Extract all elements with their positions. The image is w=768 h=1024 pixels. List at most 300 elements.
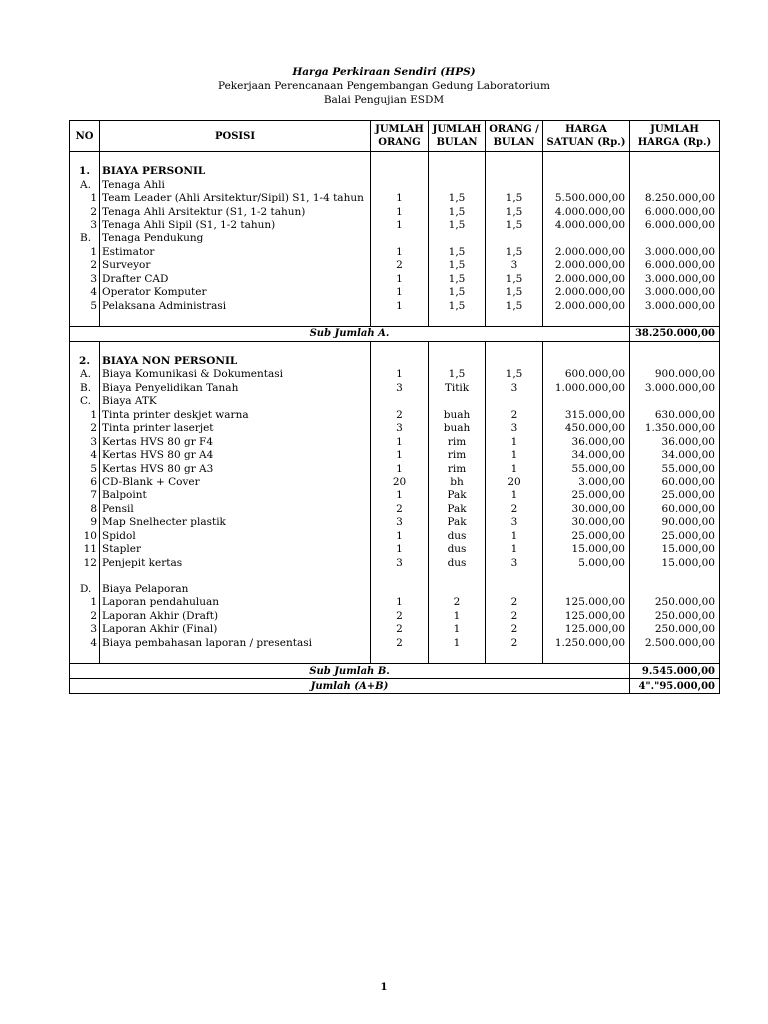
- row-orang-bulan: 3: [486, 422, 543, 435]
- row-harga-satuan: 25.000,00: [543, 489, 630, 502]
- row-harga-satuan: 1.250.000,00: [543, 637, 630, 650]
- row-number: 10: [70, 530, 100, 543]
- row-jumlah-orang: 2: [371, 623, 429, 636]
- empty-cell: [371, 178, 429, 191]
- row-jumlah-orang: 1: [371, 462, 429, 475]
- table-row: [70, 556, 720, 569]
- empty-cell: [543, 341, 630, 355]
- row-orang-bulan: 1: [486, 530, 543, 543]
- table-header-row: [70, 121, 720, 152]
- row-jumlah-bulan: 1,5: [429, 246, 486, 259]
- row-jumlah-bulan: Pak: [429, 503, 486, 516]
- row-posisi: Estimator: [100, 246, 371, 259]
- subtotal-b-row-value: 9.545.000,00: [630, 664, 720, 679]
- empty-cell: [630, 650, 720, 664]
- table-row: [70, 449, 720, 462]
- row-orang-bulan: 1,5: [486, 299, 543, 312]
- row-orang-bulan: 2: [486, 503, 543, 516]
- row-posisi: Biaya Komunikasi & Dokumentasi: [100, 368, 371, 381]
- row-posisi: Stapler: [100, 543, 371, 556]
- row-harga-satuan: 2.000.000,00: [543, 286, 630, 299]
- empty-cell: [486, 570, 543, 583]
- empty-cell: [70, 341, 100, 355]
- empty-cell: [429, 165, 486, 178]
- empty-cell: [630, 570, 720, 583]
- section-title: BIAYA PERSONIL: [100, 165, 371, 178]
- empty-cell: [630, 152, 720, 166]
- row-orang-bulan: 1: [486, 543, 543, 556]
- empty-cell: [543, 583, 630, 596]
- row-jumlah-harga: 90.000,00: [630, 516, 720, 529]
- row-jumlah-bulan: Pak: [429, 516, 486, 529]
- row-harga-satuan: 30.000,00: [543, 516, 630, 529]
- row-jumlah-harga: 3.000.000,00: [630, 299, 720, 312]
- row-orang-bulan: 1: [486, 462, 543, 475]
- row-jumlah-bulan: rim: [429, 462, 486, 475]
- row-jumlah-harga: 900.000,00: [630, 368, 720, 381]
- row-jumlah-bulan: 1: [429, 610, 486, 623]
- group-title: Tenaga Pendukung: [100, 232, 371, 245]
- empty-cell: [371, 341, 429, 355]
- row-jumlah-harga: 6.000.000,00: [630, 259, 720, 272]
- group-letter: D.: [70, 583, 100, 596]
- empty-cell: [486, 341, 543, 355]
- col-header-line: BULAN: [436, 137, 478, 148]
- row-orang-bulan: 3: [486, 516, 543, 529]
- empty-cell: [543, 650, 630, 664]
- row-jumlah-bulan: 1: [429, 623, 486, 636]
- row-jumlah-orang: 1: [371, 596, 429, 609]
- row-jumlah-orang: 2: [371, 503, 429, 516]
- empty-cell: [70, 313, 100, 327]
- row-posisi: Operator Komputer: [100, 286, 371, 299]
- empty-cell: [371, 232, 429, 245]
- grand-total-row-value: 4"."95.000,00: [630, 679, 720, 694]
- col-header-line: BULAN: [493, 137, 535, 148]
- row-jumlah-orang: 1: [371, 273, 429, 286]
- table-row: [70, 382, 720, 395]
- table-row: [70, 219, 720, 232]
- table-row: [70, 273, 720, 286]
- row-number: 2: [70, 259, 100, 272]
- table-row: [70, 286, 720, 299]
- row-harga-satuan: 125.000,00: [543, 596, 630, 609]
- hps-table: [69, 120, 720, 694]
- empty-cell: [100, 341, 371, 355]
- table-row: [70, 543, 720, 556]
- col-header-jumlah-bulan: [429, 121, 486, 152]
- group-title: Biaya ATK: [100, 395, 371, 408]
- row-jumlah-harga: 8.250.000,00: [630, 192, 720, 205]
- row-harga-satuan: 600.000,00: [543, 368, 630, 381]
- subtotal-a-row-value: 38.250.000,00: [630, 326, 720, 341]
- empty-cell: [70, 650, 100, 664]
- row-orang-bulan: 1: [486, 489, 543, 502]
- group-heading-row: [70, 395, 720, 408]
- empty-cell: [371, 355, 429, 368]
- col-header-line: JUMLAH: [432, 124, 482, 135]
- row-harga-satuan: 4.000.000,00: [543, 205, 630, 218]
- row-posisi: Spidol: [100, 530, 371, 543]
- row-jumlah-orang: 1: [371, 192, 429, 205]
- row-harga-satuan: 1.000.000,00: [543, 382, 630, 395]
- empty-cell: [429, 355, 486, 368]
- row-jumlah-bulan: 1,5: [429, 286, 486, 299]
- row-posisi: Pensil: [100, 503, 371, 516]
- row-orang-bulan: 2: [486, 596, 543, 609]
- row-jumlah-harga: 2.500.000,00: [630, 637, 720, 650]
- row-number: B.: [70, 382, 100, 395]
- empty-cell: [70, 152, 100, 166]
- row-posisi: Pelaksana Administrasi: [100, 299, 371, 312]
- row-jumlah-harga: 1.350.000,00: [630, 422, 720, 435]
- empty-cell: [543, 232, 630, 245]
- row-number: 1: [70, 409, 100, 422]
- row-harga-satuan: 5.500.000,00: [543, 192, 630, 205]
- empty-cell: [100, 650, 371, 664]
- row-posisi: Tinta printer deskjet warna: [100, 409, 371, 422]
- col-header-harga-satuan: [543, 121, 630, 152]
- table-row: [70, 503, 720, 516]
- row-jumlah-harga: 3.000.000,00: [630, 286, 720, 299]
- empty-cell: [371, 570, 429, 583]
- section-number: 1.: [70, 165, 100, 178]
- table-row: [70, 368, 720, 381]
- empty-cell: [429, 313, 486, 327]
- row-orang-bulan: 1,5: [486, 246, 543, 259]
- empty-cell: [630, 165, 720, 178]
- col-header-no: NO: [70, 121, 100, 152]
- row-orang-bulan: 1,5: [486, 273, 543, 286]
- table-row: [70, 435, 720, 448]
- row-harga-satuan: 2.000.000,00: [543, 246, 630, 259]
- row-posisi: Balpoint: [100, 489, 371, 502]
- row-harga-satuan: 55.000,00: [543, 462, 630, 475]
- row-posisi: Kertas HVS 80 gr A4: [100, 449, 371, 462]
- row-number: 3: [70, 435, 100, 448]
- row-jumlah-harga: 15.000,00: [630, 543, 720, 556]
- subtotal-b-row-label: Sub Jumlah B.: [70, 664, 630, 679]
- row-posisi: Kertas HVS 80 gr A3: [100, 462, 371, 475]
- group-letter: A.: [70, 178, 100, 191]
- empty-cell: [429, 341, 486, 355]
- row-jumlah-bulan: Titik: [429, 382, 486, 395]
- table-row: [70, 530, 720, 543]
- empty-cell: [543, 355, 630, 368]
- row-jumlah-bulan: dus: [429, 530, 486, 543]
- row-jumlah-bulan: 1,5: [429, 259, 486, 272]
- row-posisi: Laporan pendahuluan: [100, 596, 371, 609]
- group-heading-row: [70, 232, 720, 245]
- row-jumlah-harga: 250.000,00: [630, 596, 720, 609]
- empty-cell: [371, 583, 429, 596]
- table-row: [70, 610, 720, 623]
- row-harga-satuan: 2.000.000,00: [543, 299, 630, 312]
- spacer-row: [70, 313, 720, 327]
- empty-cell: [630, 395, 720, 408]
- empty-cell: [429, 178, 486, 191]
- row-jumlah-orang: 1: [371, 435, 429, 448]
- empty-cell: [429, 583, 486, 596]
- row-jumlah-harga: 250.000,00: [630, 623, 720, 636]
- row-jumlah-orang: 3: [371, 422, 429, 435]
- grand-total-row: [70, 679, 720, 694]
- row-jumlah-bulan: dus: [429, 556, 486, 569]
- table-row: [70, 596, 720, 609]
- row-orang-bulan: 2: [486, 637, 543, 650]
- row-harga-satuan: 125.000,00: [543, 623, 630, 636]
- row-posisi: Tinta printer laserjet: [100, 422, 371, 435]
- row-orang-bulan: 1,5: [486, 219, 543, 232]
- col-header-line: JUMLAH: [375, 124, 424, 135]
- empty-cell: [543, 570, 630, 583]
- row-jumlah-bulan: rim: [429, 449, 486, 462]
- row-jumlah-orang: 1: [371, 368, 429, 381]
- row-posisi: Penjepit kertas: [100, 556, 371, 569]
- spacer-row: [70, 650, 720, 664]
- row-number: 4: [70, 449, 100, 462]
- col-header-line: HARGA: [565, 124, 607, 135]
- row-jumlah-bulan: 1,5: [429, 299, 486, 312]
- row-harga-satuan: 36.000,00: [543, 435, 630, 448]
- row-jumlah-orang: 3: [371, 556, 429, 569]
- row-number: 1: [70, 246, 100, 259]
- page-number: 1: [380, 982, 388, 993]
- row-harga-satuan: 15.000,00: [543, 543, 630, 556]
- row-number: 8: [70, 503, 100, 516]
- row-number: 3: [70, 273, 100, 286]
- subtotal-b-row: [70, 664, 720, 679]
- table-row: [70, 476, 720, 489]
- row-orang-bulan: 1,5: [486, 205, 543, 218]
- row-posisi: CD-Blank + Cover: [100, 476, 371, 489]
- row-harga-satuan: 3.000,00: [543, 476, 630, 489]
- empty-cell: [100, 570, 371, 583]
- row-jumlah-bulan: 1,5: [429, 205, 486, 218]
- row-jumlah-harga: 630.000,00: [630, 409, 720, 422]
- row-jumlah-orang: 1: [371, 286, 429, 299]
- row-jumlah-orang: 1: [371, 530, 429, 543]
- row-jumlah-bulan: rim: [429, 435, 486, 448]
- row-harga-satuan: 5.000,00: [543, 556, 630, 569]
- section-heading-row: [70, 355, 720, 368]
- row-posisi: Tenaga Ahli Arsitektur (S1, 1-2 tahun): [100, 205, 371, 218]
- group-title: Biaya Pelaporan: [100, 583, 371, 596]
- col-header-line: SATUAN (Rp.): [546, 137, 626, 148]
- table-row: [70, 516, 720, 529]
- row-harga-satuan: 450.000,00: [543, 422, 630, 435]
- row-jumlah-orang: 1: [371, 543, 429, 556]
- row-jumlah-harga: 3.000.000,00: [630, 382, 720, 395]
- col-header-orang-bulan: [486, 121, 543, 152]
- row-jumlah-harga: 60.000,00: [630, 503, 720, 516]
- row-number: 2: [70, 610, 100, 623]
- row-jumlah-harga: 60.000,00: [630, 476, 720, 489]
- row-jumlah-bulan: 1: [429, 637, 486, 650]
- row-posisi: Kertas HVS 80 gr F4: [100, 435, 371, 448]
- section-heading-row: [70, 165, 720, 178]
- empty-cell: [630, 178, 720, 191]
- row-jumlah-bulan: 1,5: [429, 219, 486, 232]
- row-jumlah-orang: 1: [371, 219, 429, 232]
- row-jumlah-harga: 3.000.000,00: [630, 246, 720, 259]
- row-jumlah-bulan: dus: [429, 543, 486, 556]
- row-number: 5: [70, 299, 100, 312]
- col-header-posisi: POSISI: [100, 121, 371, 152]
- empty-cell: [630, 232, 720, 245]
- empty-cell: [371, 165, 429, 178]
- row-posisi: Drafter CAD: [100, 273, 371, 286]
- empty-cell: [630, 583, 720, 596]
- table-row: [70, 246, 720, 259]
- empty-cell: [486, 355, 543, 368]
- row-harga-satuan: 2.000.000,00: [543, 259, 630, 272]
- row-jumlah-orang: 1: [371, 489, 429, 502]
- row-number: 4: [70, 637, 100, 650]
- row-number: 1: [70, 596, 100, 609]
- row-jumlah-bulan: buah: [429, 422, 486, 435]
- empty-cell: [371, 650, 429, 664]
- row-posisi: Tenaga Ahli Sipil (S1, 1-2 tahun): [100, 219, 371, 232]
- document-subtitle: Pekerjaan Perencanaan Pengembangan Gedung Laboratorium: [218, 80, 550, 92]
- empty-cell: [100, 313, 371, 327]
- row-number: 2: [70, 205, 100, 218]
- row-orang-bulan: 1: [486, 449, 543, 462]
- row-jumlah-harga: 55.000,00: [630, 462, 720, 475]
- group-letter: C.: [70, 395, 100, 408]
- row-number: 1: [70, 192, 100, 205]
- row-posisi: Biaya Penyelidikan Tanah: [100, 382, 371, 395]
- empty-cell: [429, 395, 486, 408]
- group-title: Tenaga Ahli: [100, 178, 371, 191]
- row-jumlah-orang: 20: [371, 476, 429, 489]
- row-number: 12: [70, 556, 100, 569]
- table-row: [70, 205, 720, 218]
- table-row: [70, 489, 720, 502]
- document-office: Balai Pengujian ESDM: [323, 94, 445, 106]
- row-jumlah-harga: 34.000,00: [630, 449, 720, 462]
- col-header-jumlah-orang: [371, 121, 429, 152]
- section-title: BIAYA NON PERSONIL: [100, 355, 371, 368]
- row-harga-satuan: 2.000.000,00: [543, 273, 630, 286]
- row-jumlah-harga: 36.000,00: [630, 435, 720, 448]
- table-row: [70, 422, 720, 435]
- empty-cell: [543, 165, 630, 178]
- row-number: 6: [70, 476, 100, 489]
- empty-cell: [486, 152, 543, 166]
- subtotal-a-row: [70, 326, 720, 341]
- table-row: [70, 637, 720, 650]
- spacer-row: [70, 341, 720, 355]
- row-posisi: Laporan Akhir (Final): [100, 623, 371, 636]
- row-posisi: Map Snelhecter plastik: [100, 516, 371, 529]
- row-posisi: Surveyor: [100, 259, 371, 272]
- row-orang-bulan: 3: [486, 556, 543, 569]
- empty-cell: [486, 165, 543, 178]
- empty-cell: [543, 313, 630, 327]
- empty-cell: [486, 178, 543, 191]
- row-jumlah-orang: 3: [371, 382, 429, 395]
- row-jumlah-harga: 3.000.000,00: [630, 273, 720, 286]
- row-jumlah-orang: 1: [371, 205, 429, 218]
- row-jumlah-harga: 25.000,00: [630, 530, 720, 543]
- col-header-line: ORANG: [378, 137, 421, 148]
- row-number: A.: [70, 368, 100, 381]
- empty-cell: [630, 341, 720, 355]
- row-number: 5: [70, 462, 100, 475]
- row-posisi: Team Leader (Ahli Arsitektur/Sipil) S1, 1-4 tahun: [100, 192, 371, 205]
- row-jumlah-harga: 6.000.000,00: [630, 219, 720, 232]
- empty-cell: [543, 395, 630, 408]
- empty-cell: [486, 650, 543, 664]
- empty-cell: [543, 152, 630, 166]
- grand-total-row-label: Jumlah (A+B): [70, 679, 630, 694]
- row-jumlah-bulan: buah: [429, 409, 486, 422]
- row-jumlah-bulan: Pak: [429, 489, 486, 502]
- row-orang-bulan: 1,5: [486, 286, 543, 299]
- empty-cell: [371, 395, 429, 408]
- empty-cell: [371, 152, 429, 166]
- spacer-row: [70, 152, 720, 166]
- row-jumlah-orang: 3: [371, 516, 429, 529]
- row-jumlah-orang: 2: [371, 637, 429, 650]
- row-orang-bulan: 2: [486, 409, 543, 422]
- row-jumlah-bulan: bh: [429, 476, 486, 489]
- row-number: 3: [70, 219, 100, 232]
- empty-cell: [486, 313, 543, 327]
- row-jumlah-harga: 6.000.000,00: [630, 205, 720, 218]
- table-row: [70, 623, 720, 636]
- row-number: 9: [70, 516, 100, 529]
- section-number: 2.: [70, 355, 100, 368]
- table-row: [70, 299, 720, 312]
- document-title: Harga Perkiraan Sendiri (HPS): [292, 66, 476, 78]
- empty-cell: [429, 650, 486, 664]
- group-heading-row: [70, 583, 720, 596]
- row-posisi: Biaya pembahasan laporan / presentasi: [100, 637, 371, 650]
- row-jumlah-harga: 15.000,00: [630, 556, 720, 569]
- row-harga-satuan: 315.000,00: [543, 409, 630, 422]
- empty-cell: [429, 152, 486, 166]
- row-harga-satuan: 30.000,00: [543, 503, 630, 516]
- row-jumlah-bulan: 1,5: [429, 368, 486, 381]
- row-jumlah-orang: 1: [371, 449, 429, 462]
- empty-cell: [100, 152, 371, 166]
- col-header-jumlah-harga: [630, 121, 720, 152]
- empty-cell: [543, 178, 630, 191]
- empty-cell: [630, 355, 720, 368]
- table-row: [70, 409, 720, 422]
- row-orang-bulan: 2: [486, 610, 543, 623]
- row-orang-bulan: 1,5: [486, 368, 543, 381]
- col-header-line: ORANG /: [489, 124, 539, 135]
- row-orang-bulan: 20: [486, 476, 543, 489]
- empty-cell: [429, 570, 486, 583]
- subtotal-a-row-label: Sub Jumlah A.: [70, 326, 630, 341]
- empty-cell: [486, 395, 543, 408]
- group-letter: B.: [70, 232, 100, 245]
- empty-cell: [486, 583, 543, 596]
- row-posisi: Laporan Akhir (Draft): [100, 610, 371, 623]
- row-orang-bulan: 3: [486, 259, 543, 272]
- row-harga-satuan: 34.000,00: [543, 449, 630, 462]
- row-number: 7: [70, 489, 100, 502]
- col-header-line: JUMLAH: [650, 124, 699, 135]
- row-orang-bulan: 1,5: [486, 192, 543, 205]
- row-number: 3: [70, 623, 100, 636]
- row-jumlah-harga: 250.000,00: [630, 610, 720, 623]
- empty-cell: [371, 313, 429, 327]
